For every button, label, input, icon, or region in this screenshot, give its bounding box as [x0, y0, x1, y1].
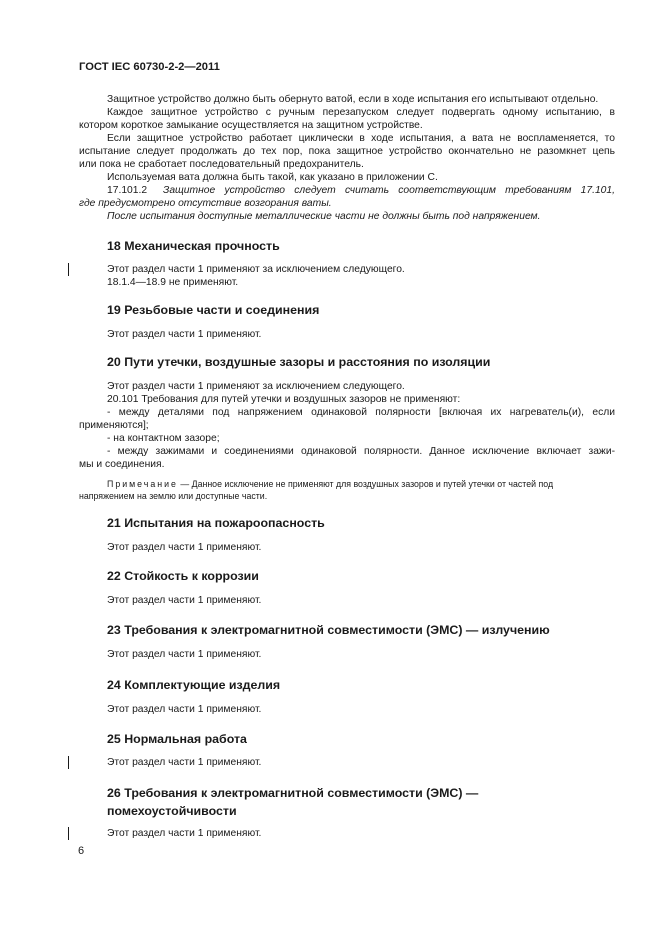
note-line-1 [107, 478, 553, 490]
section-18-text: Этот раздел части 1 применяют за исключением следующего. [107, 264, 405, 275]
section-22-text: Этот раздел части 1 применяют. [107, 595, 262, 606]
section-26-title-l1: 26 Требования к электромагнитной совместимости (ЭМС) — [107, 786, 479, 800]
exclusion-item-1-l1: - между деталями под напряжением одинаковой полярности [включая их нагреватель(и), если [107, 407, 615, 418]
section-18-title: 18 Механическая прочность [107, 239, 280, 253]
note-label: Примечание [107, 479, 178, 489]
clause-17-101-2-l1: Защитное устройство следует считать соответствующим требованиям 17.101, [163, 185, 615, 196]
section-25-text: Этот раздел части 1 применяют. [107, 757, 262, 768]
paragraph-cotton-spec: Используемая вата должна быть такой, как указано в приложении С. [107, 172, 438, 183]
exclusion-item-3-l2: мы и соединения. [79, 459, 165, 470]
section-25-title: 25 Нормальная работа [107, 732, 247, 746]
clause-17-101-2-l2: где предусмотрено отсутствие возгорания ваты. [79, 198, 332, 209]
exclusion-item-2: - на контактном зазоре; [107, 433, 220, 444]
standard-header: ГОСТ IEC 60730-2-2—2011 [79, 61, 220, 73]
section-21-text: Этот раздел части 1 применяют. [107, 542, 262, 553]
section-19-title: 19 Резьбовые части и соединения [107, 303, 320, 317]
section-24-title: 24 Комплектующие изделия [107, 678, 281, 692]
change-bar [68, 827, 69, 840]
paragraph-cotton-wrap: Защитное устройство должно быть обернуто ватой, если в ходе испытания его испытывают отдельно. [107, 94, 599, 105]
section-22-title: 22 Стойкость к коррозии [107, 569, 259, 583]
clause-number-17-101-2: 17.101.2 [107, 185, 148, 196]
section-23-text: Этот раздел части 1 применяют. [107, 649, 262, 660]
section-26-title-l2: помехоустойчивости [107, 804, 237, 818]
section-19-text: Этот раздел части 1 применяют. [107, 329, 262, 340]
paragraph-manual-reset-l2: котором короткое замыкание осуществляется на защитном устройстве. [79, 120, 423, 131]
paragraph-manual-reset-l1: Каждое защитное устройство с ручным перезапуском следует подвергать одному испытанию, в [107, 107, 615, 118]
change-bar [68, 756, 69, 769]
note-text: — Данное исключение не применяют для воздушных зазоров и путей утечки от частей под [177, 479, 554, 489]
note-line-2: напряжением на землю или доступные части. [79, 491, 268, 501]
section-20-text: Этот раздел части 1 применяют за исключением следующего. [107, 381, 405, 392]
exclusion-item-1-l2: применяются]; [79, 420, 149, 431]
section-18-exception: 18.1.4—18.9 не применяют. [107, 277, 239, 288]
page-number: 6 [78, 845, 85, 857]
section-24-text: Этот раздел части 1 применяют. [107, 704, 262, 715]
section-23-title: 23 Требования к электромагнитной совместимости (ЭМС) — излучению [107, 623, 550, 637]
paragraph-cycling-l3: или пока не сработает последовательный предохранитель. [79, 159, 364, 170]
clause-20-101: 20.101 Требования для путей утечки и воздушных зазоров не применяют: [107, 394, 461, 405]
paragraph-after-test: После испытания доступные металлические части не должны быть под напряжением. [107, 211, 541, 222]
paragraph-cycling-l2: испытание следует продолжать до тех пор, пока защитное устройство окончательно не разомкнет цепь [79, 146, 615, 157]
exclusion-item-3-l1: - между зажимами и соединениями одинаковой полярности. Данное исключение включает зажи- [107, 446, 615, 457]
section-20-title: 20 Пути утечки, воздушные зазоры и расстояния по изоляции [107, 355, 491, 369]
paragraph-cycling-l1: Если защитное устройство работает циклически в ходе испытания, а вата не воспламеняется, то [107, 133, 615, 144]
change-bar [68, 263, 69, 276]
section-21-title: 21 Испытания на пожароопасность [107, 516, 325, 530]
section-26-text: Этот раздел части 1 применяют. [107, 828, 262, 839]
